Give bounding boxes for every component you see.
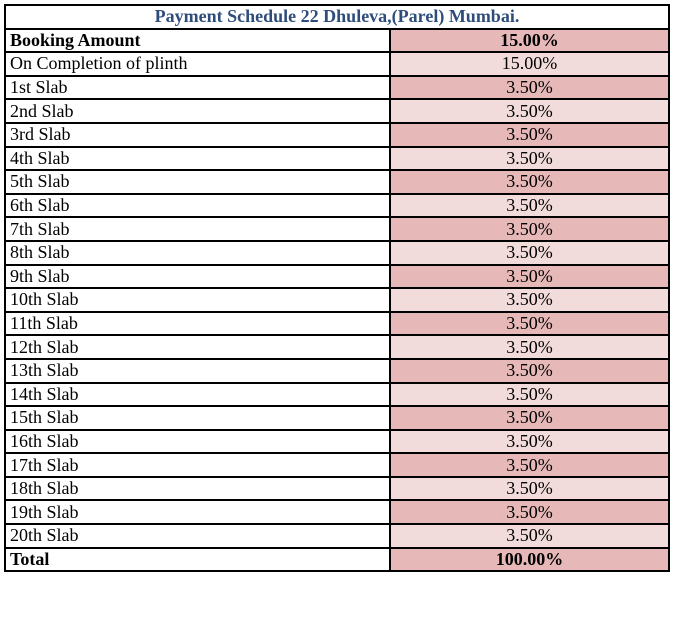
table-row-label: 18th Slab xyxy=(5,477,390,501)
table-row-value: 3.50% xyxy=(390,430,669,454)
table-row-label: 16th Slab xyxy=(5,430,390,454)
table-row-value: 3.50% xyxy=(390,123,669,147)
table-row xyxy=(5,500,669,524)
table-row-value: 3.50% xyxy=(390,217,669,241)
table-row xyxy=(5,99,669,123)
total-row-label: Total xyxy=(5,548,390,572)
table-row xyxy=(5,29,669,53)
table-row xyxy=(5,241,669,265)
table-row xyxy=(5,430,669,454)
table-row-value: 3.50% xyxy=(390,241,669,265)
table-row xyxy=(5,288,669,312)
table-row xyxy=(5,52,669,76)
table-row-value: 3.50% xyxy=(390,477,669,501)
payment-schedule-table xyxy=(4,4,670,572)
table-row-label: 2nd Slab xyxy=(5,99,390,123)
table-row-value: 3.50% xyxy=(390,383,669,407)
table-row-value: 3.50% xyxy=(390,288,669,312)
table-row-label: 10th Slab xyxy=(5,288,390,312)
total-row xyxy=(5,548,669,572)
total-row-value: 100.00% xyxy=(390,548,669,572)
title-row xyxy=(5,5,669,29)
table-row-value: 3.50% xyxy=(390,265,669,289)
table-row xyxy=(5,477,669,501)
table-row-label: 9th Slab xyxy=(5,265,390,289)
table-row-label: On Completion of plinth xyxy=(5,52,390,76)
table-row xyxy=(5,123,669,147)
table-row-value: 3.50% xyxy=(390,147,669,171)
table-row xyxy=(5,147,669,171)
table-row-value: 15.00% xyxy=(390,29,669,53)
table-row-value: 3.50% xyxy=(390,453,669,477)
table-row xyxy=(5,335,669,359)
table-row-label: 17th Slab xyxy=(5,453,390,477)
table-row-value: 3.50% xyxy=(390,170,669,194)
table-row-label: 6th Slab xyxy=(5,194,390,218)
table-row-label: 12th Slab xyxy=(5,335,390,359)
table-row-value: 3.50% xyxy=(390,500,669,524)
table-row-value: 3.50% xyxy=(390,406,669,430)
payment-schedule-sheet xyxy=(4,4,668,572)
table-row-value: 3.50% xyxy=(390,335,669,359)
table-row xyxy=(5,453,669,477)
table-row-value: 3.50% xyxy=(390,312,669,336)
table-row-value: 3.50% xyxy=(390,359,669,383)
table-row-label: 11th Slab xyxy=(5,312,390,336)
table-row xyxy=(5,406,669,430)
table-row-label: 15th Slab xyxy=(5,406,390,430)
table-row-label: 19th Slab xyxy=(5,500,390,524)
table-row-label: 14th Slab xyxy=(5,383,390,407)
table-row xyxy=(5,170,669,194)
table-row xyxy=(5,217,669,241)
table-row-label: 5th Slab xyxy=(5,170,390,194)
table-row xyxy=(5,312,669,336)
table-row xyxy=(5,76,669,100)
table-row xyxy=(5,383,669,407)
table-title: Payment Schedule 22 Dhuleva,(Parel) Mumbai. xyxy=(5,5,669,29)
table-row-value: 3.50% xyxy=(390,99,669,123)
table-row-label: 7th Slab xyxy=(5,217,390,241)
table-row xyxy=(5,359,669,383)
table-row-label: 4th Slab xyxy=(5,147,390,171)
table-row xyxy=(5,194,669,218)
table-row-label: 1st Slab xyxy=(5,76,390,100)
table-row-label: Booking Amount xyxy=(5,29,390,53)
table-row-value: 3.50% xyxy=(390,76,669,100)
table-row-label: 3rd Slab xyxy=(5,123,390,147)
table-row xyxy=(5,265,669,289)
table-row-label: 13th Slab xyxy=(5,359,390,383)
table-row-label: 20th Slab xyxy=(5,524,390,548)
table-row-value: 3.50% xyxy=(390,194,669,218)
table-row xyxy=(5,524,669,548)
table-row-label: 8th Slab xyxy=(5,241,390,265)
table-row-value: 15.00% xyxy=(390,52,669,76)
table-row-value: 3.50% xyxy=(390,524,669,548)
